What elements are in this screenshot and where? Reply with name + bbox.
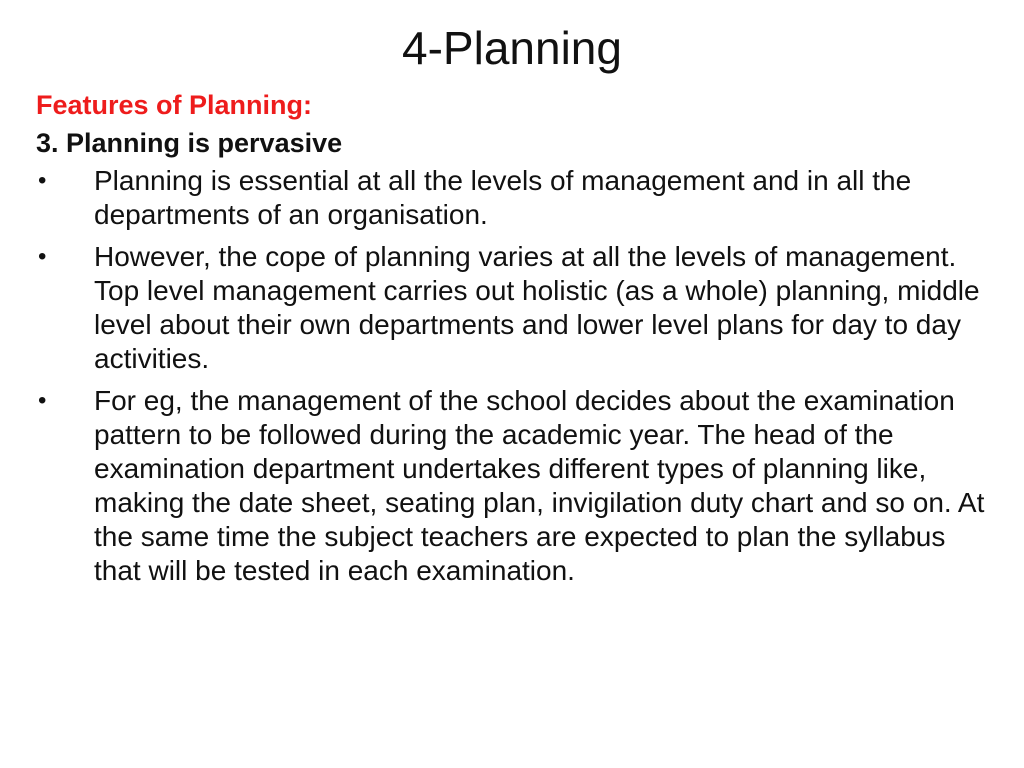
bullet-item	[36, 384, 986, 588]
bullet-item	[36, 240, 986, 376]
section-heading: Features of Planning:	[36, 90, 313, 120]
bullet-text: However, the cope of planning varies at all the levels of management. Top level management carries out holistic (as a whole) planning, middle level about their own departments and lower level plans for day to day activities.	[94, 241, 980, 374]
bullet-text: Planning is essential at all the levels of management and in all the departments of an organisation.	[94, 165, 912, 230]
bullet-icon: •	[38, 167, 47, 194]
subheading: 3. Planning is pervasive	[36, 128, 343, 158]
bullet-icon: •	[38, 387, 47, 414]
bullet-icon: •	[38, 243, 47, 270]
slide-content	[36, 86, 986, 596]
bullet-list	[36, 164, 986, 588]
bullet-item	[36, 164, 986, 232]
slide-title: 4-Planning	[402, 22, 622, 74]
bullet-text: For eg, the management of the school decides about the examination pattern to be followed during the academic year. The head of the examination department undertakes different types of planning like, making the date sheet, seating plan, invigilation duty chart and so on. At the same time the subject teachers are expected to plan the syllabus that will be tested in each examination.	[94, 385, 985, 586]
